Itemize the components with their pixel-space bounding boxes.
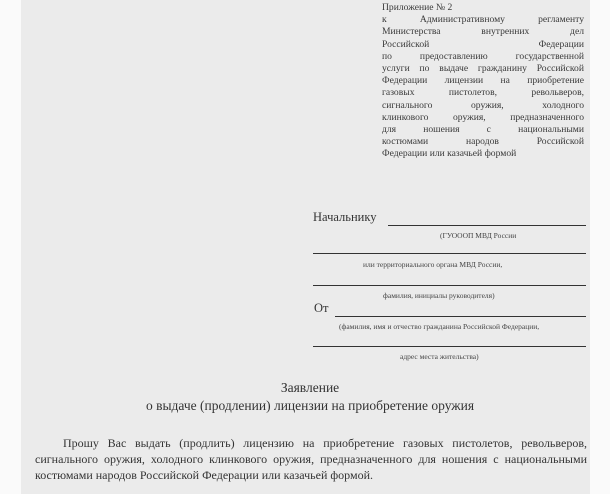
- document-title: Заявление: [280, 380, 340, 395]
- appendix-line: Приложение № 2: [382, 2, 453, 13]
- recipient-field-line-3[interactable]: [313, 285, 586, 286]
- from-label: От: [314, 301, 329, 315]
- recipient-caption: (ГУОООП МВД России: [440, 231, 517, 240]
- recipient-field-line-2[interactable]: [313, 253, 586, 254]
- appendix-line: для ношения с национальными: [382, 124, 584, 136]
- request-paragraph: Прошу Вас выдать (продлить) лицензию на приобретение газовых пистолетов, револьверов, сигнального оружия, холодного клинкового оружия, предназначенного для ношения с национальными костюмами народов Российской Федерации или казачьей формой.: [35, 436, 587, 482]
- appendix-header: [382, 2, 584, 161]
- appendix-line: Федерации лицензии на приобретение: [382, 75, 584, 87]
- recipient-caption-3: фамилия, инициалы руководителя): [383, 291, 495, 300]
- appendix-line: костюмами народов Российской: [382, 136, 584, 148]
- recipient-caption-2: или территориального органа МВД России,: [363, 260, 503, 269]
- appendix-line: услуги по выдаче гражданину Российской: [382, 63, 584, 75]
- sender-field-line[interactable]: [335, 316, 586, 317]
- appendix-line: Российской Федерации: [382, 38, 584, 50]
- appendix-line: по предоставлению государственной: [382, 50, 584, 62]
- sender-caption: (фамилия, имя и отчество гражданина Российской Федерации,: [339, 322, 540, 331]
- document-subtitle: о выдаче (продлении) лицензии на приобретение оружия: [145, 398, 475, 413]
- appendix-line: клинкового оружия, предназначенного: [382, 111, 584, 123]
- appendix-line: сигнального оружия, холодного: [382, 99, 584, 111]
- appendix-line: газовых пистолетов, револьверов,: [382, 87, 584, 99]
- appendix-line: Министерства внутренних дел: [382, 26, 584, 38]
- appendix-line: к Административному регламенту: [382, 14, 584, 26]
- appendix-line: Федерации или казачьей формой: [382, 148, 517, 160]
- sender-caption-2: адрес места жительства): [400, 352, 479, 361]
- sender-field-line-2[interactable]: [313, 346, 586, 347]
- recipient-field-line[interactable]: [388, 225, 586, 226]
- to-label: Начальнику: [313, 210, 377, 224]
